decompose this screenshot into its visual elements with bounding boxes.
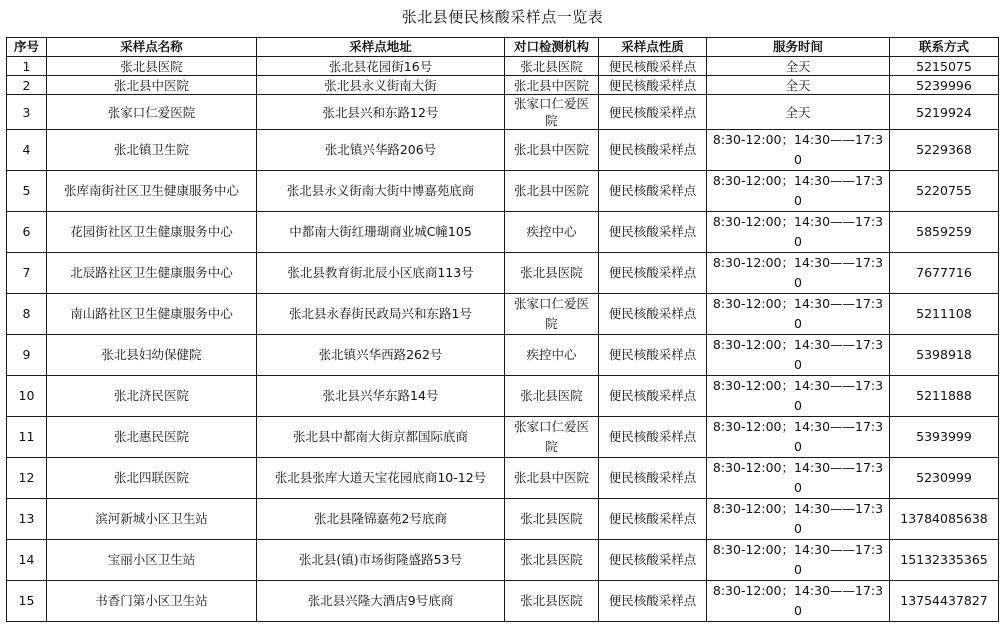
cell-site-name: 张家口仁爱医院 [47, 95, 257, 130]
cell-contact: 5215075 [890, 57, 999, 76]
cell-seq: 8 [7, 294, 47, 335]
cell-site-type: 便民核酸采样点 [599, 417, 707, 458]
cell-service-hours: 8:30-12:00；14:30——17:30 [707, 458, 890, 499]
cell-site-type: 便民核酸采样点 [599, 212, 707, 253]
table-row [7, 376, 999, 417]
cell-service-hours: 全天 [707, 57, 890, 76]
cell-service-hours: 全天 [707, 95, 890, 130]
cell-contact: 5239996 [890, 76, 999, 95]
cell-site-name: 张北镇卫生院 [47, 130, 257, 171]
cell-site-name: 宝丽小区卫生站 [47, 540, 257, 581]
cell-site-address: 中都南大街红珊瑚商业城C幢105 [257, 212, 505, 253]
cell-site-name: 张北县中医院 [47, 76, 257, 95]
cell-site-type: 便民核酸采样点 [599, 581, 707, 622]
cell-contact: 5230999 [890, 458, 999, 499]
cell-service-hours: 8:30-12:00；14:30——17:30 [707, 253, 890, 294]
cell-seq: 10 [7, 376, 47, 417]
cell-site-address: 张北县兴华东路14号 [257, 376, 505, 417]
column-header-site-name: 采样点名称 [47, 38, 257, 57]
table-row [7, 212, 999, 253]
cell-site-address: 张北县兴和东路12号 [257, 95, 505, 130]
cell-lab: 张北县医院 [505, 376, 599, 417]
cell-contact: 5229368 [890, 130, 999, 171]
cell-site-name: 张北惠民医院 [47, 417, 257, 458]
cell-lab: 张北县中医院 [505, 458, 599, 499]
cell-site-type: 便民核酸采样点 [599, 499, 707, 540]
table-body [7, 57, 999, 622]
cell-service-hours: 8:30-12:00；14:30——17:30 [707, 171, 890, 212]
cell-service-hours: 全天 [707, 76, 890, 95]
table-row [7, 417, 999, 458]
cell-seq: 9 [7, 335, 47, 376]
cell-site-type: 便民核酸采样点 [599, 171, 707, 212]
cell-contact: 5219924 [890, 95, 999, 130]
cell-site-name: 张北四联医院 [47, 458, 257, 499]
cell-contact: 13784085638 [890, 499, 999, 540]
cell-seq: 15 [7, 581, 47, 622]
cell-site-type: 便民核酸采样点 [599, 540, 707, 581]
cell-site-type: 便民核酸采样点 [599, 95, 707, 130]
cell-service-hours: 8:30-12:00；14:30——17:30 [707, 499, 890, 540]
table-row [7, 171, 999, 212]
cell-service-hours: 8:30-12:00；14:30——17:30 [707, 417, 890, 458]
cell-site-type: 便民核酸采样点 [599, 253, 707, 294]
cell-site-type: 便民核酸采样点 [599, 130, 707, 171]
cell-lab: 疾控中心 [505, 335, 599, 376]
cell-lab: 张北县医院 [505, 540, 599, 581]
cell-site-address: 张北县(镇)市场街隆盛路53号 [257, 540, 505, 581]
cell-site-name: 张北县妇幼保健院 [47, 335, 257, 376]
cell-service-hours: 8:30-12:00；14:30——17:30 [707, 540, 890, 581]
cell-seq: 1 [7, 57, 47, 76]
cell-lab: 张北县医院 [505, 499, 599, 540]
cell-site-name: 南山路社区卫生健康服务中心 [47, 294, 257, 335]
cell-seq: 4 [7, 130, 47, 171]
cell-contact: 5211888 [890, 376, 999, 417]
cell-lab: 张北县中医院 [505, 171, 599, 212]
cell-site-address: 张北县花园街16号 [257, 57, 505, 76]
table-row [7, 581, 999, 622]
table-row [7, 253, 999, 294]
cell-site-type: 便民核酸采样点 [599, 335, 707, 376]
cell-site-name: 张北县医院 [47, 57, 257, 76]
cell-contact: 5220755 [890, 171, 999, 212]
cell-site-type: 便民核酸采样点 [599, 57, 707, 76]
sampling-sites-table [6, 37, 999, 622]
cell-site-address: 张北县永义街南大街 [257, 76, 505, 95]
cell-site-type: 便民核酸采样点 [599, 294, 707, 335]
cell-contact: 7677716 [890, 253, 999, 294]
cell-contact: 5859259 [890, 212, 999, 253]
table-row [7, 540, 999, 581]
cell-seq: 6 [7, 212, 47, 253]
cell-site-address: 张北县中都南大街京都国际底商 [257, 417, 505, 458]
table-row [7, 294, 999, 335]
cell-service-hours: 8:30-12:00；14:30——17:30 [707, 212, 890, 253]
cell-lab: 张北县中医院 [505, 130, 599, 171]
cell-site-type: 便民核酸采样点 [599, 376, 707, 417]
cell-lab: 张家口仁爱医院 [505, 417, 599, 458]
cell-lab: 张北县医院 [505, 253, 599, 294]
column-header-service-hours: 服务时间 [707, 38, 890, 57]
cell-site-name: 花园街社区卫生健康服务中心 [47, 212, 257, 253]
column-header-seq: 序号 [7, 38, 47, 57]
cell-site-address: 张北县兴隆大酒店9号底商 [257, 581, 505, 622]
cell-site-address: 张北县隆锦嘉苑2号底商 [257, 499, 505, 540]
table-row [7, 458, 999, 499]
cell-site-address: 张北县永义街南大街中博嘉苑底商 [257, 171, 505, 212]
table-header-row [7, 38, 999, 57]
cell-lab: 张北县中医院 [505, 76, 599, 95]
cell-lab: 张家口仁爱医院 [505, 95, 599, 130]
column-header-site-type: 采样点性质 [599, 38, 707, 57]
cell-seq: 11 [7, 417, 47, 458]
cell-lab: 疾控中心 [505, 212, 599, 253]
cell-lab: 张家口仁爱医院 [505, 294, 599, 335]
cell-seq: 5 [7, 171, 47, 212]
cell-site-type: 便民核酸采样点 [599, 458, 707, 499]
table-row [7, 76, 999, 95]
cell-service-hours: 8:30-12:00；14:30——17:30 [707, 335, 890, 376]
cell-site-address: 张北县永春街民政局兴和东路1号 [257, 294, 505, 335]
table-row [7, 499, 999, 540]
cell-seq: 13 [7, 499, 47, 540]
cell-service-hours: 8:30-12:00；14:30——17:30 [707, 294, 890, 335]
column-header-lab: 对口检测机构 [505, 38, 599, 57]
cell-seq: 2 [7, 76, 47, 95]
table-row [7, 130, 999, 171]
cell-site-name: 北辰路社区卫生健康服务中心 [47, 253, 257, 294]
cell-service-hours: 8:30-12:00；14:30——17:30 [707, 581, 890, 622]
cell-lab: 张北县医院 [505, 581, 599, 622]
cell-site-name: 滨河新城小区卫生站 [47, 499, 257, 540]
cell-seq: 7 [7, 253, 47, 294]
cell-lab: 张北县医院 [505, 57, 599, 76]
cell-site-type: 便民核酸采样点 [599, 76, 707, 95]
cell-site-address: 张北县张库大道天宝花园底商10-12号 [257, 458, 505, 499]
cell-seq: 14 [7, 540, 47, 581]
cell-contact: 13754437827 [890, 581, 999, 622]
cell-contact: 15132335365 [890, 540, 999, 581]
page-title: 张北县便民核酸采样点一览表 [401, 8, 604, 26]
cell-site-address: 张北镇兴华路206号 [257, 130, 505, 171]
cell-site-address: 张北镇兴华西路262号 [257, 335, 505, 376]
cell-contact: 5398918 [890, 335, 999, 376]
cell-contact: 5211108 [890, 294, 999, 335]
table-row [7, 57, 999, 76]
column-header-contact: 联系方式 [890, 38, 999, 57]
cell-seq: 3 [7, 95, 47, 130]
cell-service-hours: 8:30-12:00；14:30——17:30 [707, 376, 890, 417]
cell-site-name: 张库南街社区卫生健康服务中心 [47, 171, 257, 212]
table-row [7, 335, 999, 376]
cell-site-address: 张北县教育街北辰小区底商113号 [257, 253, 505, 294]
cell-site-name: 书香门第小区卫生站 [47, 581, 257, 622]
cell-site-name: 张北济民医院 [47, 376, 257, 417]
table-row [7, 95, 999, 130]
cell-service-hours: 8:30-12:00；14:30——17:30 [707, 130, 890, 171]
cell-contact: 5393999 [890, 417, 999, 458]
column-header-site-address: 采样点地址 [257, 38, 505, 57]
cell-seq: 12 [7, 458, 47, 499]
